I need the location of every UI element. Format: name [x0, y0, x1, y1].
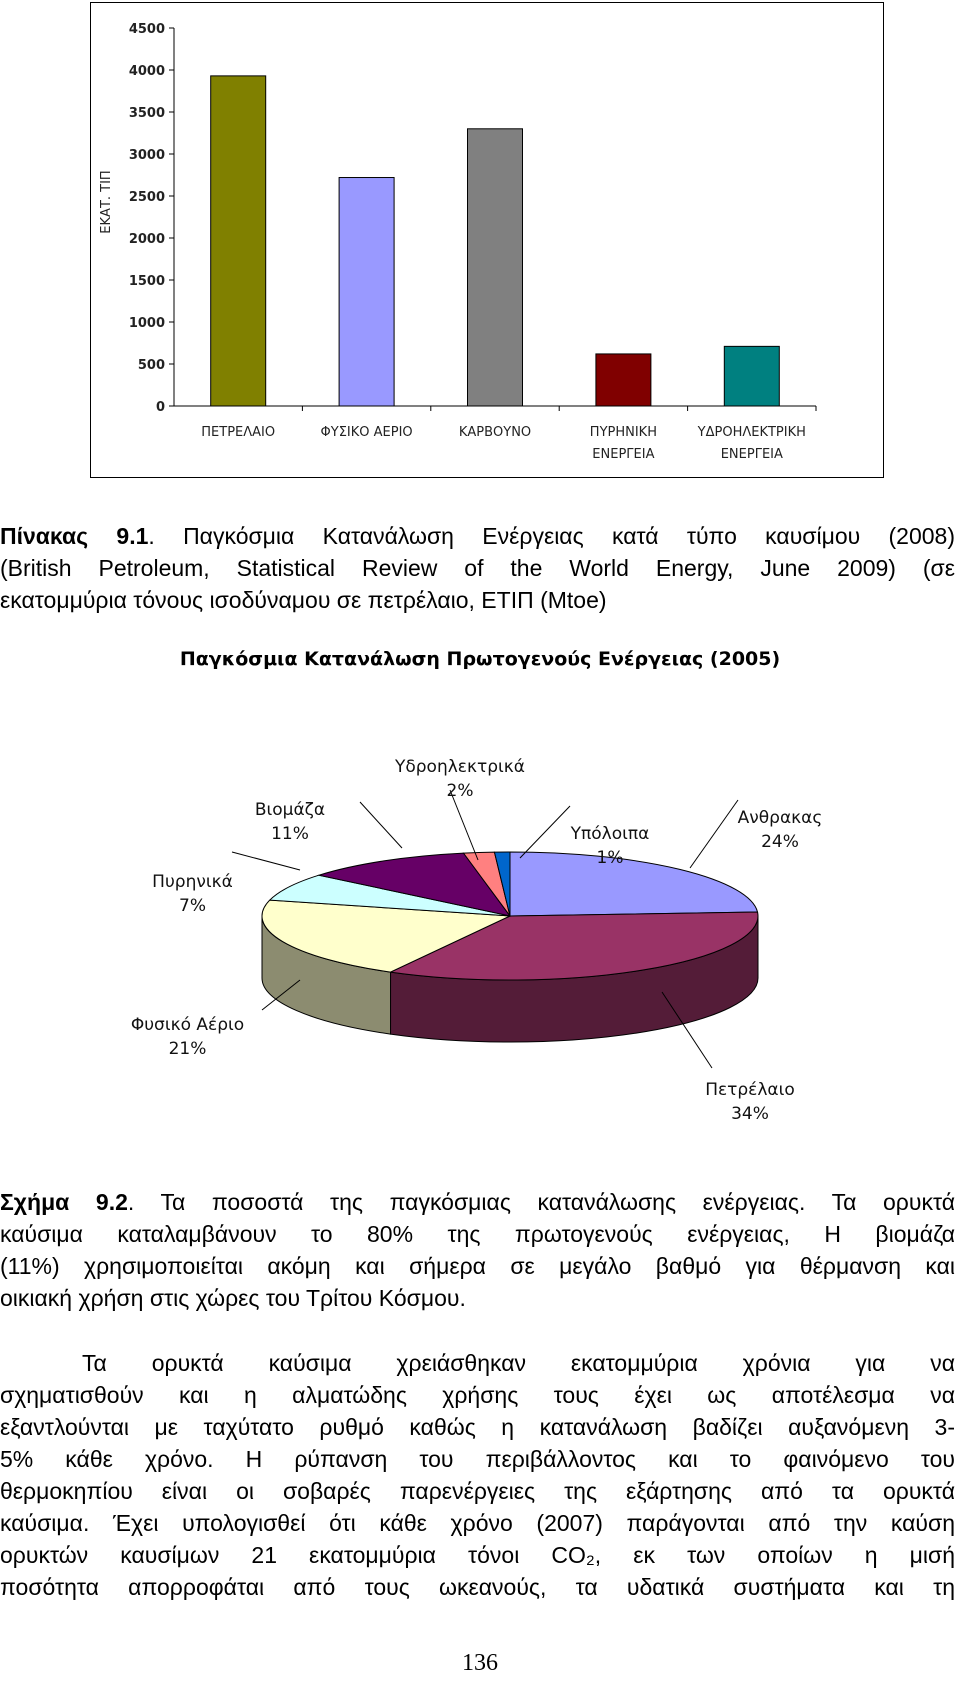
paragraph-line: ορυκτών καυσίμων 21 εκατομμύρια τόνοι CO₂, εκ των οποίων η μισή	[0, 1542, 955, 1568]
x-tick-label: ΥΔΡΟΗΛΕΚΤΡΙΚΗ	[697, 425, 806, 440]
pie-chart-title: Παγκόσμια Κατανάλωση Πρωτογενούς Ενέργειας (2005)	[179, 648, 781, 670]
pie-label-oil: Πετρέλαιο 34%	[705, 1080, 795, 1124]
caption-line: καύσιμα καταλαμβάνουν το 80% της πρωτογενούς ενέργειας, Η βιομάζα	[0, 1221, 955, 1247]
bar-chart	[90, 2, 884, 478]
caption-label: Σχήμα 9.2	[0, 1189, 128, 1215]
y-tick-label: 2500	[128, 190, 165, 205]
paragraph-line: 5% κάθε χρόνο. Η ρύπανση του περιβάλλοντος και το φαινόμενο του	[0, 1446, 955, 1472]
paragraph-line: εξαντλούνται με ταχύτατο ρυθμό καθώς η κατανάλωση βαδίζει αυξανόμενη 3-	[0, 1414, 955, 1440]
y-tick-label: 1000	[128, 316, 165, 331]
bar	[339, 178, 394, 406]
y-tick-label: 3500	[128, 106, 165, 121]
paragraph-line: σχηματισθούν και η αλματώδης χρήσης τους έχει ως αποτέλεσμα να	[0, 1382, 955, 1408]
x-tick-label: ΦΥΣΙΚΟ ΑΕΡΙΟ	[320, 425, 413, 440]
table-caption	[0, 520, 955, 616]
bar	[596, 354, 651, 406]
bar	[211, 76, 266, 406]
caption-line: Σχήμα 9.2. Τα ποσοστά της παγκόσμιας κατανάλωσης ενέργειας. Τα ορυκτά	[0, 1189, 955, 1215]
pie-leader-line	[232, 852, 300, 870]
pie-label-biomass: Βιομάζα 11%	[254, 800, 326, 844]
y-tick-label: 4000	[128, 64, 165, 79]
x-tick-label: ΠΕΤΡΕΛΑΙΟ	[201, 425, 276, 440]
pie-label-hydro: Υδροηλεκτρικά 2%	[394, 757, 526, 801]
y-tick-label: 500	[137, 358, 165, 373]
caption-label: Πίνακας 9.1	[0, 523, 149, 549]
bar	[724, 346, 779, 406]
x-tick-label: ΕΝΕΡΓΕΙΑ	[592, 447, 655, 462]
paragraph-line: θερμοκηπίου είναι οι σοβαρές παρενέργειες της εξάρτησης από τα ορυκτά	[0, 1478, 955, 1504]
x-tick-label: ΠΥΡΗΝΙΚΗ	[589, 425, 658, 440]
y-tick-label: 1500	[128, 274, 165, 289]
page-number: 136	[462, 1650, 498, 1676]
pie-label-coal: Ανθρακας 24%	[737, 808, 823, 852]
pie-label-other: Υπόλοιπα 1%	[570, 824, 650, 868]
pie-label-natural-gas: Φυσικό Αέριο 21%	[130, 1015, 245, 1059]
pie-top	[262, 852, 758, 980]
y-tick-label: 2000	[128, 232, 165, 247]
y-tick-label: 0	[155, 400, 165, 415]
paragraph-line: Τα ορυκτά καύσιμα χρειάσθηκαν εκατομμύρια χρόνια για να	[82, 1350, 955, 1376]
paragraph-line: ποσότητα απορροφάται από τους ωκεανούς, τα υδατικά συστήματα και τη	[0, 1574, 955, 1600]
caption-line: (British Petroleum, Statistical Review of the World Energy, June 2009) (σε	[0, 555, 955, 581]
caption-line: (11%) χρησιμοποιείται ακόμη και σήμερα σε μεγάλο βαθμό για θέρμανση και	[0, 1253, 955, 1279]
x-tick-label: ΕΝΕΡΓΕΙΑ	[720, 447, 783, 462]
y-tick-label: 3000	[128, 148, 165, 163]
y-tick-label: 4500	[128, 22, 165, 37]
figure-caption	[0, 1186, 955, 1314]
bar	[468, 129, 523, 406]
caption-line: εκατομμύρια τόνους ισοδύναμου σε πετρέλαιο, ΕΤΙΠ (Mtoe)	[0, 587, 607, 613]
caption-line: οικιακή χρήση στις χώρες του Τρίτου Κόσμου.	[0, 1285, 466, 1311]
y-axis-label: ΕΚΑΤ. ΤΙΠ	[99, 170, 114, 234]
pie-label-nuclear: Πυρηνικά 7%	[152, 872, 233, 916]
paragraph-line: καύσιμα. Έχει υπολογισθεί ότι κάθε χρόνο (2007) παράγονται από την καύση	[0, 1510, 955, 1536]
pie-leader-line	[360, 802, 402, 848]
body-paragraph	[0, 1347, 955, 1603]
x-tick-label: ΚΑΡΒΟΥΝΟ	[458, 425, 532, 440]
caption-line: Πίνακας 9.1. Παγκόσμια Κατανάλωση Ενέργειας κατά τύπο καυσίμου (2008)	[0, 523, 955, 549]
